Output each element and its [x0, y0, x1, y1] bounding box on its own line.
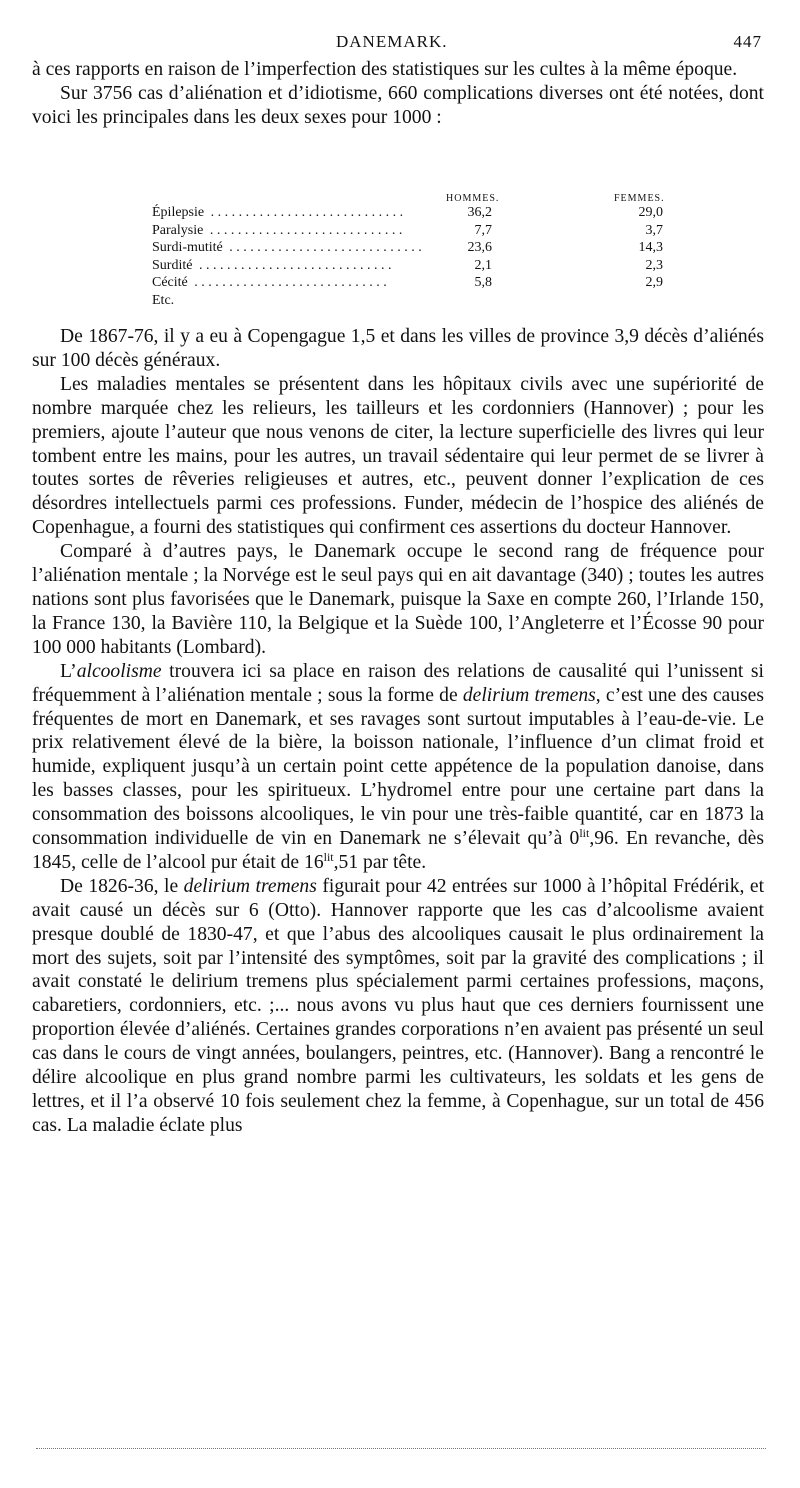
- value-women: 2,9: [645, 275, 663, 291]
- row-label: Paralysie: [152, 223, 206, 238]
- value-men: 7,7: [474, 222, 492, 238]
- table-row: [152, 204, 672, 222]
- body-paragraph: Comparé à d’autres pays, le Danemark occupe le second rang de fréquence pour l’aliénation mentale ; la Norvége est le seul pays qui en ait davantage (340) ; toutes les autres nations sont plus favorisées que le Danemark, puisque la Saxe en compte 260, l’Irlande 150, la France 130, la Bavière 110, la Belgique et la Suède 100, l’Angleterre et l’Écosse 90 pour 100 000 habitants (Lombard).: [32, 541, 764, 658]
- value-men: 5,8: [474, 275, 492, 291]
- text-block-main: [32, 325, 764, 1138]
- body-paragraph: De 1867-76, il y a eu à Copengague 1,5 et dans les villes de province 3,9 décès d’aliénés sur 100 décès généraux.: [32, 326, 764, 371]
- body-paragraph: Les maladies mentales se présentent dans les hôpitaux civils avec une supériorité de nombre marquée chez les relieurs, les tailleurs et les cordonniers (Hannover) ; pour les premiers, ajoute l’auteur que nous venons de citer, la lecture superficielle des livres qui leur tombent entre les mains, pour les autres, un travail sédentaire qui leur permet de se livrer à toutes sortes de rêveries religieuses et autres, etc., peuvent donner l’explication de ces désordres intellectuels parmi ces professions. Funder, médecin de l’hospice des aliénés de Copenhague, a fourni des statistiques qui confirment ces assertions du docteur Hannover.: [32, 373, 764, 539]
- running-title: DANEMARK.: [336, 32, 448, 51]
- table-row: [152, 222, 672, 240]
- table-body: [152, 204, 672, 292]
- table-row: [152, 257, 672, 275]
- dot-leader: Épilepsie . . . . . . . . . . . . . . . . . . . . . . . . . . . .: [152, 205, 404, 220]
- value-women: 3,7: [645, 222, 663, 238]
- footer-rule: [36, 1448, 766, 1449]
- row-label: Surdité: [152, 258, 195, 273]
- table-row: [152, 274, 672, 292]
- top-paragraph: Sur 3756 cas d’aliénation et d’idiotisme, 660 complications diverses ont été notées, dont voici les principales dans les deux sexes pour 1000 :: [32, 82, 764, 128]
- dot-leader: Surdité . . . . . . . . . . . . . . . . . . . . . . . . . . . .: [152, 257, 392, 273]
- running-header: [36, 32, 762, 56]
- value-women: 14,3: [638, 240, 663, 256]
- value-men: 23,6: [467, 240, 492, 256]
- row-label: Cécité: [152, 275, 191, 290]
- table-header: [152, 188, 672, 204]
- dot-leader: Paralysie . . . . . . . . . . . . . . . . . . . . . . . . . . . .: [152, 222, 403, 238]
- page-number: 447: [733, 32, 762, 51]
- complications-table: [152, 188, 672, 310]
- dot-leader: Cécité . . . . . . . . . . . . . . . . . . . . . . . . . . . .: [152, 275, 387, 291]
- body-paragraph: De 1826-36, le delirium tremens figurait pour 42 entrées sur 1000 à l’hôpital Frédérik, et avait causé un décès sur 6 (Otto). Hannover rapporte que les cas d’alcoolisme avaient presque doublé de 1830-47, et que l’abus des alcooliques causait le plus ordinairement la mort des sujets, soit par l’intensité des symptômes, soit par la gravité des complications ; il avait constaté le delirium tremens plus spécialement parmi certaines professions, maçons, cabaretiers, cordonniers, etc. ;... nous avons vu plus haut que ces derniers fournissent une proportion élevée d’aliénés. Certaines grandes corporations n’en avaient pas présenté un seul cas dans le cours de vingt années, boulangers, peintres, etc. (Hannover). Bang a rencontré le délire alcoolique en plus grand nombre parmi les cultivateurs, les soldats et les gens de lettres, et il l’a observé 10 fois seulement chez la femme, à Copenhague, sur un total de 456 cas. La maladie éclate plus: [32, 875, 765, 1136]
- value-women: 29,0: [638, 205, 663, 220]
- value-women: 2,3: [645, 257, 663, 273]
- top-paragraph: à ces rapports en raison de l’imperfection des statistiques sur les cultes à la même époque.: [32, 59, 738, 80]
- row-label: Surdi-mutité: [152, 240, 226, 255]
- value-men: 36,2: [467, 205, 492, 220]
- table-etc: [152, 292, 672, 310]
- value-men: 2,1: [474, 257, 492, 273]
- table-etc-label: Etc.: [152, 292, 175, 308]
- text-block-top: [32, 58, 764, 130]
- table-row: [152, 239, 672, 257]
- column-header-women: FEMMES.: [614, 193, 665, 204]
- column-header-men: HOMMES.: [446, 193, 500, 204]
- dot-leader: Surdi-mutité . . . . . . . . . . . . . . . . . . . . . . . . . . . .: [152, 240, 422, 256]
- body-paragraph: L’alcoolisme trouvera ici sa place en raison des relations de causalité qui l’unissent si fréquemment à l’aliénation mentale ; sous la forme de delirium tremens, c’est une des causes fréquentes de mort en Danemark, et ses ravages sont surtout imputables à l’eau-de-vie. Le prix relativement élevé de la bière, la boisson nationale, l’influence d’un climat froid et humide, expliquent jusqu’à un certain point cette appétence de la population danoise, dans les basses classes, pour les spiritueux. L’hydromel entre pour une certaine part dans la consommation des boissons alcooliques, le vin pour une très-faible quantité, car en 1873 la consommation individuelle de vin en Danemark ne s’élevait qu’à $0^{lit},96$. En revanche, dès 1845, celle de l’alcool pur était de $16^{lit},51$ par tête.: [32, 660, 764, 873]
- row-label: Épilepsie: [152, 205, 207, 220]
